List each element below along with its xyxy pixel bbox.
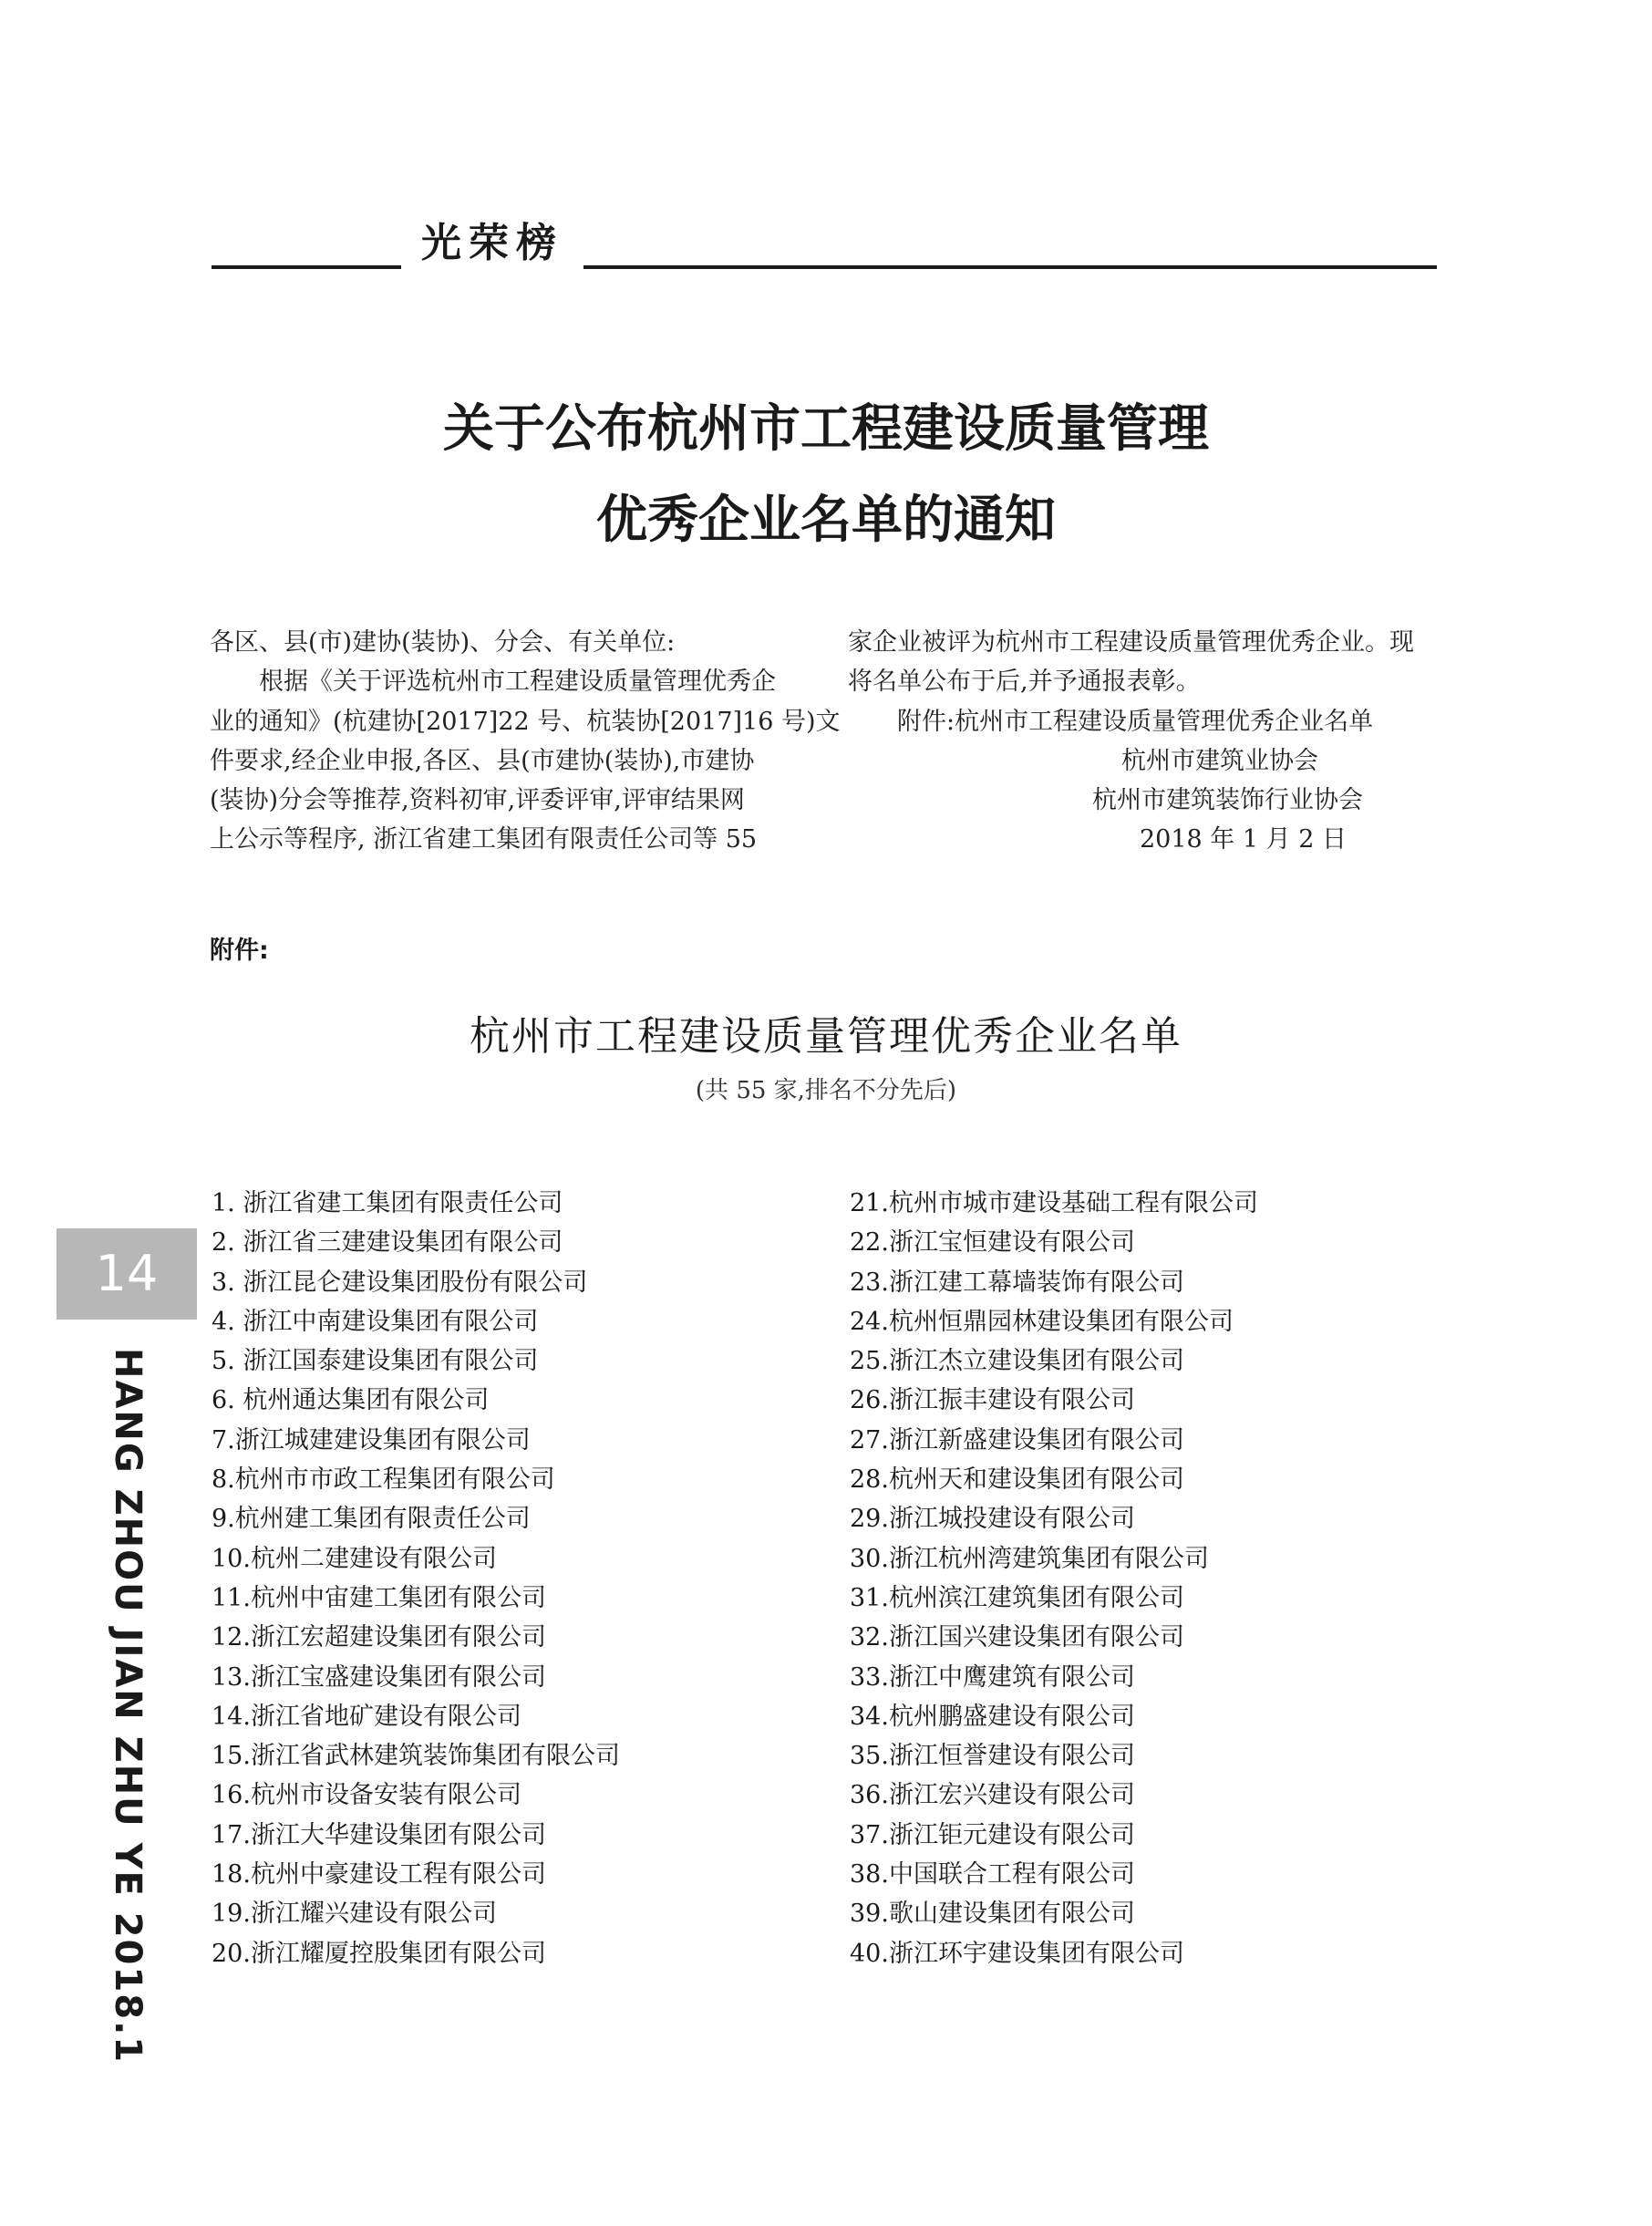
company-item: 21.杭州市城市建设基础工程有限公司 — [850, 1189, 1258, 1217]
company-item: 36.浙江宏兴建设有限公司 — [850, 1781, 1135, 1810]
company-item: 31.杭州滨江建筑集团有限公司 — [850, 1583, 1184, 1612]
company-item: 25.浙江杰立建设集团有限公司 — [850, 1347, 1184, 1376]
notice-line: 根据《关于评选杭州市工程建设质量管理优秀企 — [259, 668, 776, 697]
company-list-left — [212, 1184, 620, 1973]
company-item: 39.歌山建设集团有限公司 — [850, 1900, 1135, 1929]
company-item: 22.浙江宝恒建设有限公司 — [850, 1228, 1135, 1258]
company-item: 20.浙江耀厦控股集团有限公司 — [212, 1939, 546, 1968]
company-item: 33.浙江中鹰建筑有限公司 — [850, 1662, 1135, 1692]
notice-title-line1: 关于公布杭州市工程建设质量管理 — [443, 399, 1209, 459]
journal-issue: HANG ZHOU JIAN ZHU YE 2018.1 — [107, 1348, 149, 2065]
notice-line: 业的通知》(杭建协[2017]22 号、杭装协[2017]16 号)文 — [210, 707, 841, 736]
company-item: 6. 杭州通达集团有限公司 — [212, 1386, 490, 1415]
company-item: 19.浙江耀兴建设有限公司 — [212, 1900, 497, 1929]
list-title: 杭州市工程建设质量管理优秀企业名单 — [470, 1013, 1182, 1060]
company-item: 29.浙江城投建设有限公司 — [850, 1505, 1135, 1534]
notice-line: (装协)分会等推荐,资料初审,评委评审,评审结果网 — [210, 786, 745, 815]
company-item: 34.杭州鹏盛建设有限公司 — [850, 1702, 1135, 1731]
company-item: 13.浙江宝盛建设集团有限公司 — [212, 1662, 546, 1692]
company-item: 12.浙江宏超建设集团有限公司 — [212, 1623, 546, 1652]
company-item: 18.杭州中豪建设工程有限公司 — [212, 1860, 546, 1890]
company-item: 27.浙江新盛建设集团有限公司 — [850, 1425, 1184, 1455]
signer-construction-association: 杭州市建筑业协会 — [1121, 746, 1318, 775]
list-subtitle: (共 55 家,排名不分先后) — [695, 1077, 957, 1104]
attachment-label: 附件: — [210, 937, 269, 965]
company-item: 8.杭州市市政工程集团有限公司 — [212, 1465, 555, 1495]
company-item: 7.浙江城建建设集团有限公司 — [212, 1425, 531, 1455]
company-item: 9.杭州建工集团有限责任公司 — [212, 1505, 531, 1534]
company-item: 5. 浙江国泰建设集团有限公司 — [212, 1347, 539, 1376]
company-item: 10.杭州二建建设有限公司 — [212, 1544, 497, 1573]
notice-line: 件要求,经企业申报,各区、县(市建协(装协),市建协 — [210, 746, 755, 775]
company-item: 17.浙江大华建设集团有限公司 — [212, 1820, 546, 1849]
company-item: 1. 浙江省建工集团有限责任公司 — [212, 1189, 563, 1217]
company-item: 2. 浙江省三建建设集团有限公司 — [212, 1228, 563, 1258]
company-item: 38.中国联合工程有限公司 — [850, 1860, 1135, 1890]
page-number: 14 — [57, 1228, 197, 1320]
notice-line: 各区、县(市)建协(装协)、分会、有关单位: — [210, 628, 676, 657]
company-item: 14.浙江省地矿建设有限公司 — [212, 1702, 521, 1731]
notice-body-right — [848, 623, 1468, 860]
company-item: 4. 浙江中南建设集团有限公司 — [212, 1307, 539, 1336]
notice-line: 将名单公布于后,并予通报表彰。 — [848, 668, 1201, 697]
company-item: 40.浙江环宇建设集团有限公司 — [850, 1939, 1184, 1968]
company-item: 26.浙江振丰建设有限公司 — [850, 1386, 1135, 1415]
company-item: 23.浙江建工幕墙装饰有限公司 — [850, 1268, 1184, 1297]
attachment-note: 附件:杭州市工程建设质量管理优秀企业名单 — [897, 707, 1374, 736]
company-item: 24.杭州恒鼎园林建设集团有限公司 — [850, 1307, 1234, 1336]
section-label: 光荣榜 — [401, 212, 583, 275]
notice-date: 2018 年 1 月 2 日 — [1140, 825, 1347, 854]
company-item: 28.杭州天和建设集团有限公司 — [850, 1465, 1184, 1495]
company-item: 30.浙江杭州湾建筑集团有限公司 — [850, 1544, 1209, 1573]
company-item: 32.浙江国兴建设集团有限公司 — [850, 1623, 1184, 1652]
signer-decoration-association: 杭州市建筑装饰行业协会 — [1092, 786, 1363, 815]
company-item: 37.浙江钜元建设有限公司 — [850, 1820, 1135, 1849]
company-list-right — [850, 1184, 1258, 1973]
company-item: 15.浙江省武林建筑装饰集团有限公司 — [212, 1742, 620, 1771]
company-item: 3. 浙江昆仑建设集团股份有限公司 — [212, 1268, 588, 1297]
company-item: 16.杭州市设备安装有限公司 — [212, 1781, 521, 1810]
company-item: 11.杭州中宙建工集团有限公司 — [212, 1583, 546, 1612]
header-rule-left — [212, 265, 401, 269]
company-item: 35.浙江恒誉建设有限公司 — [850, 1742, 1135, 1771]
notice-line: 家企业被评为杭州市工程建设质量管理优秀企业。现 — [848, 628, 1414, 657]
header-rule-right — [583, 265, 1437, 269]
notice-line: 上公示等程序, 浙江省建工集团有限责任公司等 55 — [210, 825, 758, 854]
notice-title-line2: 优秀企业名单的通知 — [596, 490, 1056, 550]
notice-body-left — [210, 623, 841, 860]
